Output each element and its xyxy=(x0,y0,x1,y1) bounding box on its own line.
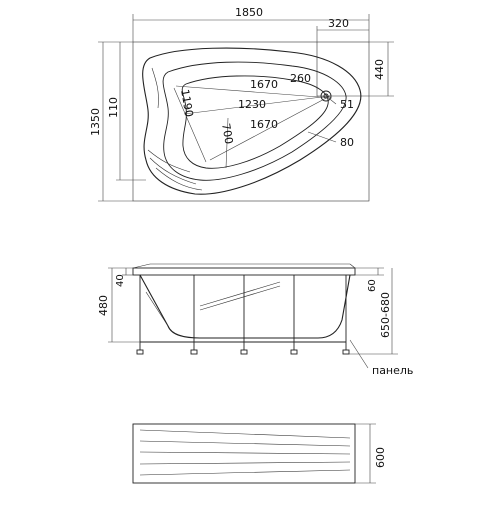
frame-foot-2 xyxy=(191,350,197,354)
dim-600-label: 600 xyxy=(374,447,387,468)
dim-480-label: 480 xyxy=(97,295,110,316)
dim-height-label: 1350 xyxy=(89,108,102,136)
frame-foot-5 xyxy=(343,350,349,354)
dim-260-label: 260 xyxy=(290,72,311,85)
frame-foot-3 xyxy=(241,350,247,354)
panel-label: панель xyxy=(372,364,414,377)
dim-1190-label: 1190 xyxy=(178,88,196,119)
frame-foot-4 xyxy=(291,350,297,354)
frame-brace-3 xyxy=(146,292,168,326)
panel-line-1 xyxy=(140,430,350,438)
frame-brace-2 xyxy=(200,286,280,310)
top-view xyxy=(89,6,394,201)
panel-line-2 xyxy=(140,441,350,446)
side-rim-right-edge xyxy=(350,264,355,268)
dim-1670-upper-label: 1670 xyxy=(250,78,278,91)
side-rim-line xyxy=(152,68,159,108)
dim-width-label: 1850 xyxy=(235,6,263,19)
panel-line-4 xyxy=(140,462,350,464)
panel-view xyxy=(133,424,387,483)
dim-corner-top-label: 320 xyxy=(328,17,349,30)
side-view xyxy=(97,264,413,377)
panel-line-5 xyxy=(140,470,350,475)
frame-brace-1 xyxy=(200,282,280,306)
dim-700-label: 700 xyxy=(219,122,236,146)
dim-51-label: 51 xyxy=(340,98,354,111)
side-tub-body xyxy=(140,275,350,338)
dim-inner-left-label: 110 xyxy=(107,97,120,118)
dim-650-680-label: 650-680 xyxy=(379,292,392,338)
side-rim xyxy=(133,268,355,275)
dim-40-label: 40 xyxy=(115,274,126,287)
dim-80-label: 80 xyxy=(340,136,354,149)
headrest-line-1 xyxy=(148,150,190,172)
frame-foot-1 xyxy=(137,350,143,354)
dim-1670-lower-label: 1670 xyxy=(250,118,278,131)
panel-line-3 xyxy=(140,452,350,454)
dim-corner-right-label: 440 xyxy=(373,59,386,80)
dim-1230-label: 1230 xyxy=(238,98,266,111)
dim-60-label: 60 xyxy=(367,279,378,292)
side-rim-left-edge xyxy=(133,264,150,268)
